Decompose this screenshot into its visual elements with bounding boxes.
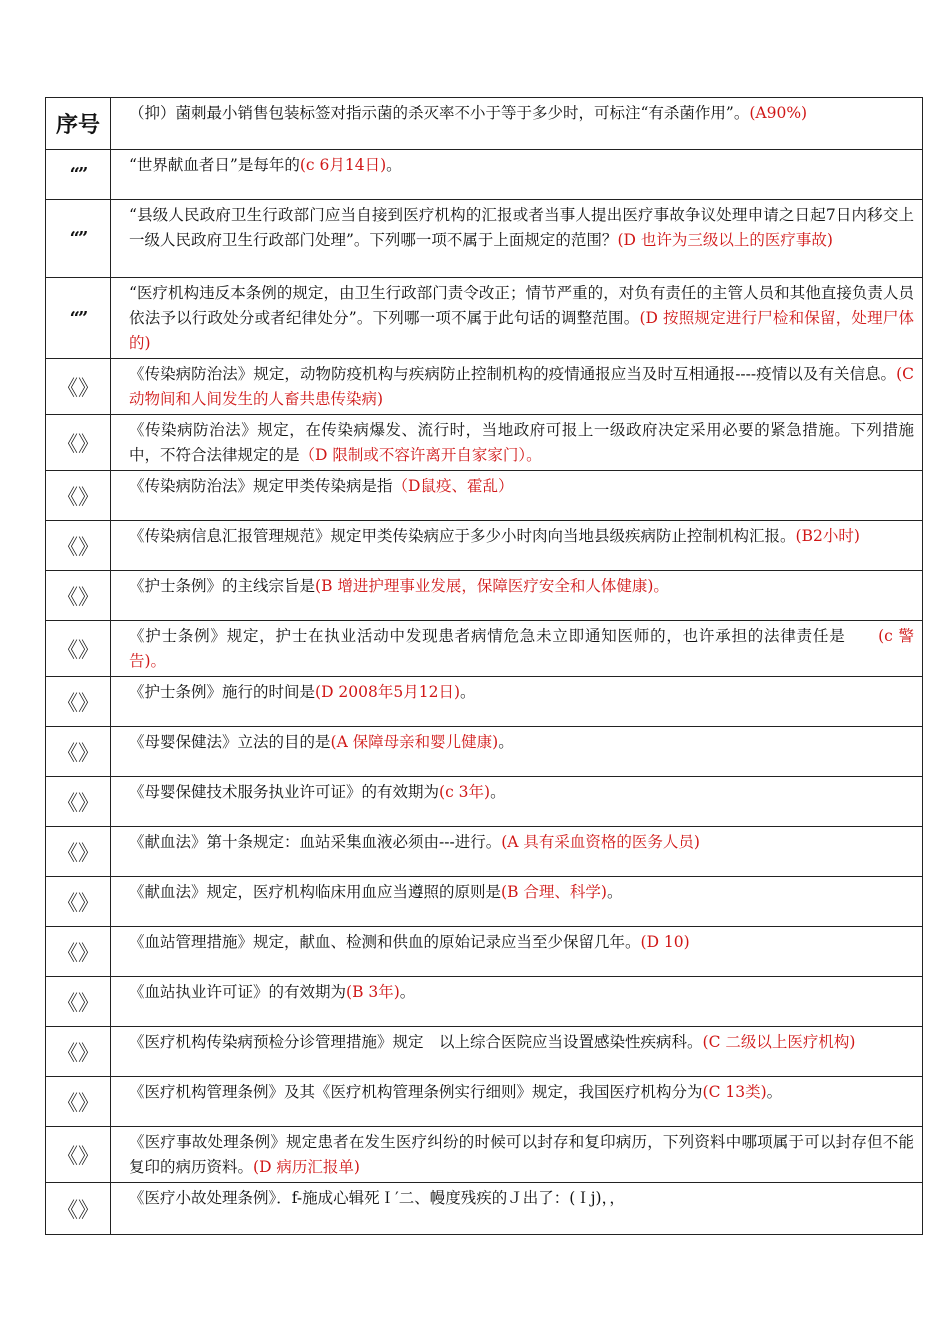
question-text-tail: 。 — [460, 683, 476, 701]
question-text: 《护士条例》规定，护士在执业活动中发现患者病情危急未立即通知医师的，也许承担的法律责任是 — [129, 627, 879, 645]
answer-text: (C 13类) — [702, 1083, 767, 1101]
question-cell — [111, 571, 923, 621]
question-text: 《母婴保健法》立法的目的是 — [129, 733, 331, 751]
question-cell — [111, 278, 923, 359]
table-row — [46, 727, 923, 777]
answer-text: (c 警告)。 — [129, 627, 915, 670]
table-row — [46, 571, 923, 621]
question-text: 《医疗事故处理条例》规定患者在发生医疗纠纷的时候可以封存和复印病历，下列资料中哪项属于可以封存但不能复印的病历资料。 — [129, 1133, 914, 1176]
question-cell — [111, 1077, 923, 1127]
answer-text: (B2小时) — [795, 527, 860, 545]
question-cell — [111, 98, 923, 150]
question-cell — [111, 777, 923, 827]
question-text: “世界献血者日”是每年的 — [129, 156, 300, 174]
question-text: 《献血法》第十条规定：血站采集血液必须由---进行。 — [129, 833, 502, 851]
row-number: 《》 — [46, 471, 111, 521]
question-cell — [111, 415, 923, 471]
question-text: 《传染病防治法》规定，动物防疫机构与疾病防止控制机构的疫情通报应当及时互相通报----疫情以及有关信息。 — [129, 365, 897, 383]
answer-text: (D 按照规定进行尸检和保留，处理尸体的) — [129, 309, 914, 352]
question-text-tail: 。 — [498, 733, 514, 751]
row-number: 《》 — [46, 877, 111, 927]
table-row — [46, 150, 923, 200]
column-header-serial: 序号 — [46, 98, 111, 150]
answer-text: (D 10) — [640, 933, 690, 951]
question-cell — [111, 621, 923, 677]
question-text-tail: 。 — [399, 983, 416, 1001]
question-text-tail: 。 — [606, 883, 623, 901]
answer-text: (D 2008年5月12日) — [315, 683, 460, 701]
question-text: 《护士条例》施行的时间是 — [129, 683, 316, 701]
question-text: 《医疗机构传染病预检分诊管理措施》规定 以上综合医院应当设置感染性疾病科。 — [129, 1033, 703, 1051]
table-row — [46, 359, 923, 415]
table-row — [46, 827, 923, 877]
question-cell — [111, 877, 923, 927]
answer-text: (B 合理、科学) — [501, 883, 607, 901]
table-row — [46, 927, 923, 977]
row-number: “” — [46, 200, 111, 278]
answer-text: (A 保障母亲和婴儿健康) — [330, 733, 499, 751]
row-number: “” — [46, 278, 111, 359]
question-text-tail: 。 — [490, 783, 506, 801]
table-row — [46, 471, 923, 521]
question-text: “县级人民政府卫生行政部门应当自接到医疗机构的汇报或者当事人提出医疗事故争议处理申请之日起7日内移交上一级人民政府卫生行政部门处理”。下列哪一项不属于上面规定的范围？ — [129, 206, 914, 249]
question-cell — [111, 1127, 923, 1183]
answer-text: (B 3年) — [346, 983, 400, 1001]
row-number: 《》 — [46, 827, 111, 877]
question-text: 《传染病防治法》规定甲类传染病是指 — [129, 477, 393, 495]
table-row — [46, 1077, 923, 1127]
question-text: 《血站执业许可证》的有效期为 — [129, 983, 347, 1001]
row-number: 《》 — [46, 977, 111, 1027]
question-cell — [111, 1183, 923, 1235]
row-number: 《》 — [46, 521, 111, 571]
table-row — [46, 1183, 923, 1235]
question-cell — [111, 150, 923, 200]
row-number: 《》 — [46, 1077, 111, 1127]
row-number: 《》 — [46, 677, 111, 727]
question-text: （抑）菌刺最小销售包装标签对指示菌的杀灭率不小于等于多少时，可标注“有杀菌作用”。 — [129, 104, 750, 122]
answer-text: (D 也许为三级以上的医疗事故) — [617, 231, 833, 249]
table-row — [46, 415, 923, 471]
answer-text: (A 具有采血资格的医务人员) — [501, 833, 700, 851]
question-table-body — [46, 98, 923, 1235]
question-cell — [111, 727, 923, 777]
table-row — [46, 677, 923, 727]
answer-text: (B 增进护理事业发展，保障医疗安全和人体健康)。 — [315, 577, 669, 595]
table-row — [46, 621, 923, 677]
answer-text: （D 限制或不容许离开自家家门）。 — [299, 446, 542, 464]
question-text: 《医疗小故处理条例》．f-施成心辑死Ｉ′二、幔度残疾的Ｊ出了：(Ｉj)，， — [129, 1189, 625, 1207]
question-cell — [111, 827, 923, 877]
question-cell — [111, 927, 923, 977]
question-cell — [111, 1027, 923, 1077]
table-row — [46, 1027, 923, 1077]
row-number: 《》 — [46, 621, 111, 677]
table-row — [46, 98, 923, 150]
table-row — [46, 200, 923, 278]
row-number: 《》 — [46, 1127, 111, 1183]
table-row — [46, 877, 923, 927]
question-cell — [111, 359, 923, 415]
answer-text: (C 二级以上医疗机构) — [702, 1033, 856, 1051]
row-number: 《》 — [46, 777, 111, 827]
question-text-tail: 。 — [766, 1083, 783, 1101]
question-cell — [111, 677, 923, 727]
question-text: 《献血法》规定，医疗机构临床用血应当遵照的原则是 — [129, 883, 502, 901]
question-text: 《传染病防治法》规定，在传染病爆发、流行时，当地政府可报上一级政府决定采用必要的紧急措施。下列措施中，不符合法律规定的是 — [129, 421, 914, 464]
question-text-tail: 。 — [386, 156, 402, 174]
question-cell — [111, 977, 923, 1027]
question-text: 《母婴保健技术服务执业许可证》的有效期为 — [129, 783, 440, 801]
table-row — [46, 1127, 923, 1183]
answer-text: (D 病历汇报单) — [253, 1158, 360, 1176]
table-row — [46, 278, 923, 359]
row-number: 《》 — [46, 727, 111, 777]
table-row — [46, 977, 923, 1027]
row-number: “” — [46, 150, 111, 200]
question-text: 《医疗机构管理条例》及其《医疗机构管理条例实行细则》规定，我国医疗机构分为 — [129, 1083, 703, 1101]
answer-text: （D鼠疫、霍乱） — [392, 477, 514, 495]
row-number: 《》 — [46, 1183, 111, 1235]
question-text: 《传染病信息汇报管理规范》规定甲类传染病应于多少小时肉向当地县级疾病防止控制机构汇报。 — [129, 527, 796, 545]
answer-text: (A90%) — [749, 104, 808, 122]
question-cell — [111, 200, 923, 278]
table-row — [46, 521, 923, 571]
row-number: 《》 — [46, 415, 111, 471]
row-number: 《》 — [46, 1027, 111, 1077]
answer-text: (c 6月14日) — [299, 156, 387, 174]
question-cell — [111, 471, 923, 521]
row-number: 《》 — [46, 927, 111, 977]
table-row — [46, 777, 923, 827]
question-text: “医疗机构违反本条例的规定，由卫生行政部门责令改正；情节严重的，对负有责任的主管人员和其他直接负责人员依法予以行政处分或者纪律处分”。下列哪一项不属于此句话的调整范围。 — [129, 284, 914, 327]
answer-text: (C动物间和人间发生的人畜共患传染病) — [129, 365, 914, 408]
question-cell — [111, 521, 923, 571]
row-number: 《》 — [46, 359, 111, 415]
question-table — [45, 97, 923, 1235]
answer-text: (c 3年) — [439, 783, 491, 801]
question-text: 《血站管理措施》规定，献血、检测和供血的原始记录应当至少保留几年。 — [129, 933, 641, 951]
row-number: 《》 — [46, 571, 111, 621]
question-text: 《护士条例》的主线宗旨是 — [129, 577, 316, 595]
